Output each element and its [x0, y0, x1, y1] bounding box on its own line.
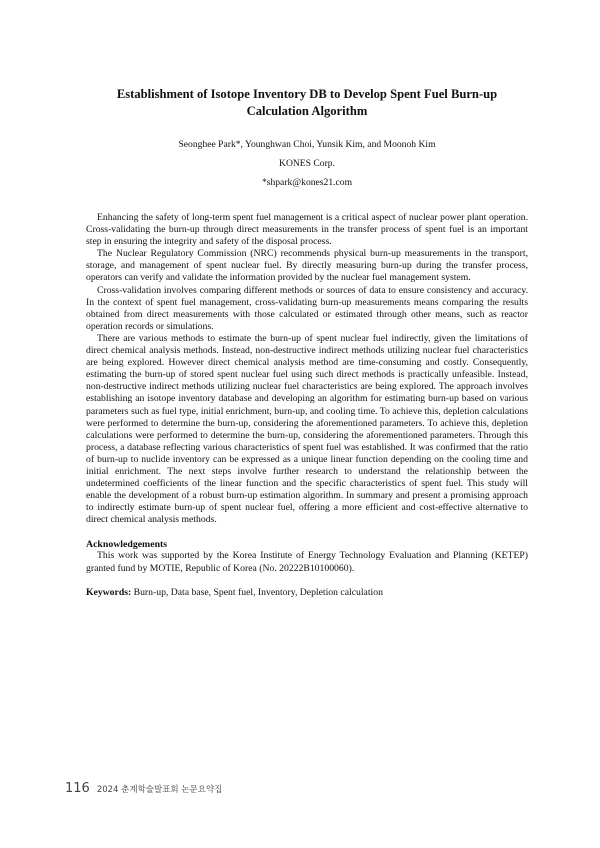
- acknowledgements-text: This work was supported by the Korea Institute of Energy Technology Evaluation and Planning (KETEP) granted fund by MOTIE, Republic of Korea (No. 20222B10100060).: [86, 550, 528, 574]
- keywords-text: Burn-up, Data base, Spent fuel, Inventory, Depletion calculation: [131, 586, 383, 598]
- body-paragraph: The Nuclear Regulatory Commission (NRC) recommends physical burn-up measurements in the transport, storage, and management of spent nuclear fuel. By directly measuring burn-up during the transfer process, operators can verify and validate the information provided by the nuclear fuel management system.: [86, 248, 528, 284]
- keywords-line: [86, 587, 528, 599]
- keywords-label: Keywords:: [86, 586, 132, 598]
- body-paragraph: Cross-validation involves comparing different methods or sources of data to ensure consistency and accuracy. In the context of spent fuel management, cross-validating burn-up measurements means comparing the results obtained from direct measurements with those calculated or estimated through other means, such as reactor operation records or simulations.: [86, 284, 528, 332]
- page-number: 116: [65, 781, 90, 796]
- proceedings-title: 2024 춘계학술발표회 논문요약집: [96, 785, 223, 795]
- acknowledgements-heading: Acknowledgements: [86, 539, 168, 551]
- page-footer: [65, 781, 222, 796]
- paper-page: [86, 86, 528, 599]
- body-paragraph: There are various methods to estimate the burn-up of spent nuclear fuel indirectly, given the limitations of direct chemical analysis methods. Instead, non-destructive indirect methods utilizing nuclear fuel characteristics are being explored. However direct chemical analysis method are time-consuming and costly. Consequently, estimating the burn-up of stored spent nuclear fuel using such direct methods is practically unfeasible. Instead, non-destructive indirect methods utilizing nuclear fuel characteristics are being explored. The approach involves establishing an isotope inventory database and developing an algorithm for estimating burn-up based on various parameters such as fuel type, initial enrichment, burn-up, and cooling time. To achieve this, depletion calculations were performed to determine the burn-up, considering the aforementioned parameters. To achieve this, depletion calculations were performed to determine the burn-up, considering the aforementioned parameters. Through this process, a database reflecting various characteristics of spent fuel was established. It was confirmed that the ratio of burn-up to nuclide inventory can be expressed as a unique linear function depending on the cooling time and initial enrichment. The next steps involve further research to understand the relationship between the undetermined coefficients of the linear function and the specific characteristics of spent fuel. This study will enable the development of a robust burn-up estimation algorithm. In summary and present a promising approach to indirectly estimate burn-up of spent nuclear fuel, offering a more efficient and cost-effective alternative to direct chemical analysis methods.: [86, 332, 528, 526]
- body-paragraph: Enhancing the safety of long-term spent fuel management is a critical aspect of nuclear power plant operation. Cross-validating the burn-up through direct measurements in the transfer process of spent fuel is an important step in ensuring the integrity and safety of the disposal process.: [86, 212, 528, 248]
- contact-email: *shpark@kones21.com: [261, 177, 353, 188]
- author-list: Seonghee Park*, Younghwan Choi, Yunsik Kim, and Moonoh Kim: [178, 139, 436, 150]
- abstract-body: [86, 212, 528, 526]
- paper-title: Establishment of Isotope Inventory DB to Develop Spent Fuel Burn-up Calculation Algorithm: [116, 87, 498, 118]
- affiliation: KONES Corp.: [279, 158, 335, 169]
